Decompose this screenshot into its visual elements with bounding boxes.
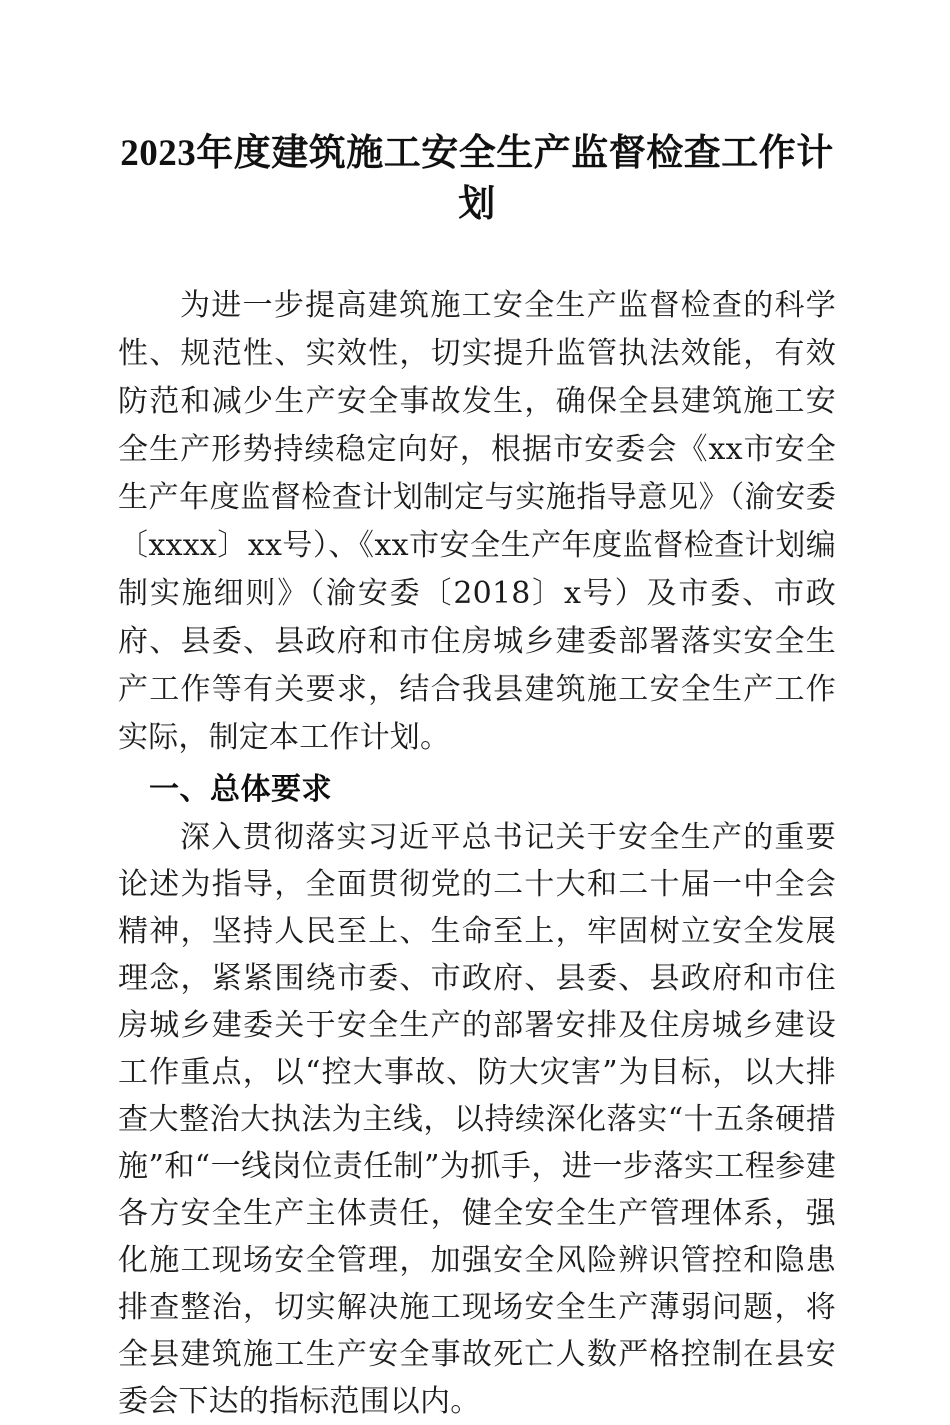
preamble-paragraph: 为进一步提高建筑施工安全生产监督检查的科学性、规范性、实效性，切实提升监管执法效能，有效防范和减少生产安全事故发生，确保全县建筑施工安全生产形势持续稳定向好，根据市安委会《xx市安全生产年度监督检查计划制定与实施指导意见》（渝安委〔xxxx〕xx号）、《xx市安全生产年度监督检查计划编制实施细则》（渝安委〔2018〕x号）及市委、市政府、县委、县政府和市住房城乡建委部署落实安全生产工作等有关要求，结合我县建筑施工安全生产工作实际，制定本工作计划。 bbox=[118, 288, 836, 755]
section-body-overall-requirements: 深入贯彻落实习近平总书记关于安全生产的重要论述为指导，全面贯彻党的二十大和二十届一中全会精神，坚持人民至上、生命至上，牢固树立安全发展理念，紧紧围绕市委、市政府、县委、县政府和市住房城乡建委关于安全生产的部署安排及住房城乡建设工作重点，以“控大事故、防大灾害”为目标，以大排查大整治大执法为主线，以持续深化落实“十五条硬措施”和“一线岗位责任制”为抓手，进一步落实工程参建各方安全生产主体责任，健全安全生产管理体系，强化施工现场安全管理，加强安全风险辨识管控和隐患排查整治，切实解决施工现场安全生产薄弱问题，将全县建筑施工生产安全事故死亡人数严格控制在县安委会下达的指标范围以内。 bbox=[118, 820, 836, 1419]
document-body bbox=[118, 0, 836, 1425]
page-title: 2023年度建筑施工安全生产监督检查工作计划 bbox=[120, 133, 834, 225]
section-heading-overall-requirements: 一、总体要求 bbox=[149, 773, 332, 806]
